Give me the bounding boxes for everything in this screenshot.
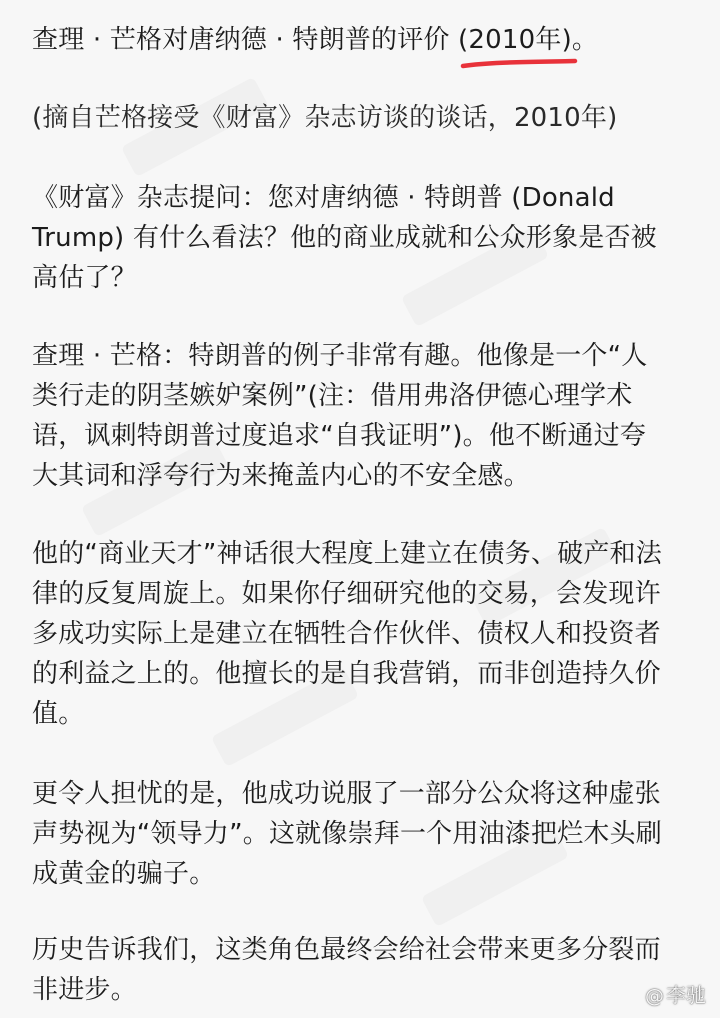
answer-paragraph-4: [32, 930, 700, 1010]
text-line: 高估了？: [32, 263, 137, 293]
answer-paragraph-1: [32, 336, 700, 496]
page-title: [32, 20, 700, 60]
text-line: 成黄金的骗子。: [32, 859, 216, 889]
at-symbol: @: [645, 985, 664, 1007]
text-line: 声势视为“领导力”。这就像崇拜一个用油漆把烂木头刷: [32, 819, 662, 849]
text-line: 的利益之上的。他擅长的是自我营销，而非创造持久价: [32, 659, 661, 689]
question-paragraph: [32, 178, 700, 298]
answer-paragraph-3: [32, 774, 700, 894]
text-line: Trump) 有什么看法？他的商业成就和公众形象是否被: [32, 223, 657, 253]
text-line: 类行走的阴茎嫉妒案例”(注：借用弗洛伊德心理学术: [32, 381, 633, 411]
weibo-watermark: [645, 979, 706, 1008]
text-line: 律的反复周旋上。如果你仔细研究他的交易，会发现许: [32, 579, 661, 609]
text-line: 非进步。: [32, 975, 137, 1005]
text-line: 更令人担忧的是，他成功说服了一部分公众将这种虚张: [32, 779, 661, 809]
source-line: (摘自芒格接受《财富》杂志访谈的谈话，2010年): [32, 103, 618, 133]
title-line: 查理 · 芒格对唐纳德 · 特朗普的评价 (2010年)。: [32, 25, 599, 55]
source-note: [32, 98, 700, 138]
text-line: 查理 · 芒格：特朗普的例子非常有趣。他像是一个“人: [32, 341, 648, 371]
answer-paragraph-2: [32, 534, 700, 734]
text-line: 《财富》杂志提问：您对唐纳德 · 特朗普 (Donald: [32, 183, 615, 213]
text-line: 多成功实际上是建立在牺牲合作伙伴、债权人和投资者: [32, 619, 661, 649]
text-line: 值。: [32, 699, 85, 729]
text-line: 语，讽刺特朗普过度追求“自我证明”)。他不断通过夸: [32, 421, 647, 451]
watermark-name: 李驰: [666, 983, 706, 1007]
text-line: 大其词和浮夸行为来掩盖内心的不安全感。: [32, 461, 530, 491]
text-line: 历史告诉我们，这类角色最终会给社会带来更多分裂而: [32, 935, 661, 965]
text-line: 他的“商业天才”神话很大程度上建立在债务、破产和法: [32, 539, 662, 569]
